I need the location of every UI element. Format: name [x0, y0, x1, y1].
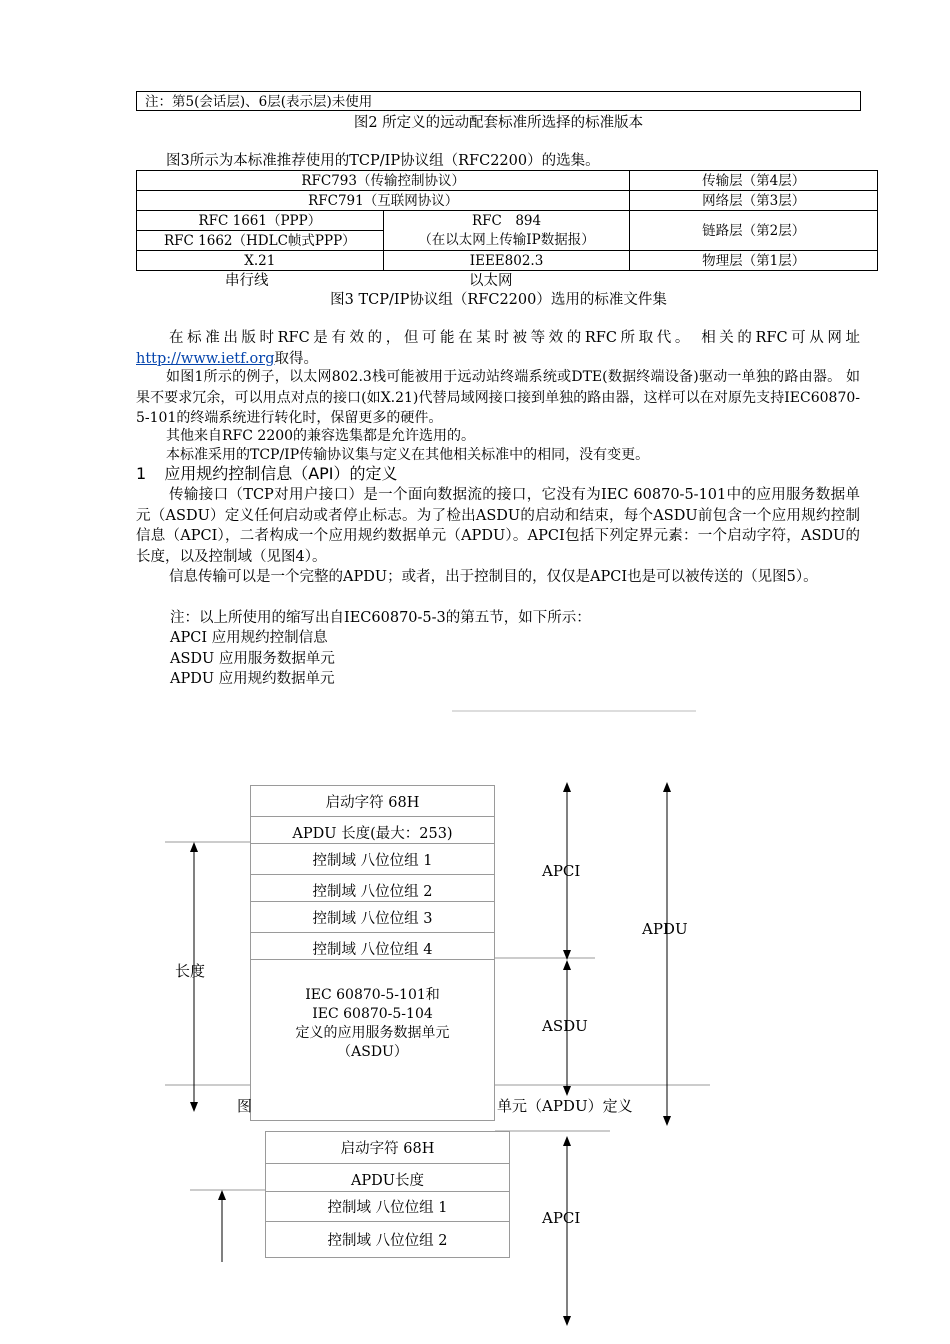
layer-note: 注：第5(会话层)、6层(表示层)未使用 — [145, 94, 373, 110]
section-heading — [136, 464, 398, 484]
ethernet-label: 以太网 — [469, 273, 513, 289]
asdu-line: （ASDU） — [337, 1044, 408, 1060]
fig5-apdu-length: APDU长度 — [265, 1163, 510, 1192]
body-paragraph-2: 信息传输可以是一个完整的APDU；或者，出于控制目的，仅仅是APCI也是可以被传送的（见图5）。 — [169, 569, 818, 585]
label-apdu: APDU — [642, 920, 688, 938]
asdu-line: 定义的应用服务数据单元 — [295, 1025, 450, 1041]
fig5-start-char: 启动字符 68H — [265, 1131, 510, 1164]
table-cell: 物理层（第1层） — [630, 251, 878, 271]
fig4-caption-left: 图 — [237, 1097, 253, 1115]
fig4-apdu-length: APDU 长度(最大：253) — [250, 816, 495, 844]
fig2-caption: 图2 所定义的远动配套标准所选择的标准版本 — [353, 115, 644, 131]
fig4-asdu-block — [250, 959, 495, 1121]
asdu-line: IEC 60870-5-104 — [312, 1006, 433, 1022]
table-cell: IEEE802.3 — [383, 251, 630, 271]
fig3-caption: 图3 TCP/IP协议组（RFC2200）选用的标准文件集 — [330, 292, 667, 308]
fig4-start-char: 启动字符 68H — [250, 785, 495, 817]
table-cell: 传输层（第4层） — [630, 171, 878, 191]
rfc894-desc: （在以太网上传输IP数据报） — [418, 231, 595, 248]
table-cell: 网络层（第3层） — [630, 191, 878, 211]
paragraph-rfc — [136, 328, 860, 369]
body-paragraph-1: 传输接口（TCP对用户接口）是一个面向数据流的接口，它没有为IEC 60870-5-101中的应用服务数据单元（ASDU）定义任何启动或者停止标志。为了检出ASDU的启动和结束，每个ASDU前包含一个应用规约控制信息（APCI），二者构成一个应用规约数据单元（APDU）。APCI包括下列定界元素：一个启动字符，ASDU的长度，以及控制域（见图4）。 — [136, 487, 860, 565]
fig4-caption-right: 单元（APDU）定义 — [497, 1097, 633, 1115]
table-row — [137, 251, 878, 271]
abbr-asdu: ASDU 应用服务数据单元 — [170, 651, 335, 667]
fig4-control-1: 控制域 八位位组 1 — [250, 843, 495, 875]
paragraph-example: 如图1所示的例子，以太网802.3栈可能被用于远动站终端系统或DTE(数据终端设备)驱动一单独的路由器。 如果不要求冗余，可以用点对点的接口(如X.21)代替局域网接口接到单独的路由器，这样可以在对原先支持IEC60870-5-101的终端系统进行转化时，保留更多的硬件。 — [136, 369, 860, 426]
label-apci: APCI — [542, 862, 581, 880]
fig4-control-4: 控制域 八位位组 4 — [250, 932, 495, 960]
abbr-apci: APCI 应用规约控制信息 — [170, 630, 328, 646]
ietf-link[interactable]: http://www.ietf.org — [136, 350, 275, 367]
section-title: 应用规约控制信息（API）的定义 — [164, 464, 398, 483]
table-cell: RFC 1662（HDLC帧式PPP） — [137, 231, 384, 251]
abbr-apdu: APDU 应用规约数据单元 — [170, 671, 335, 687]
fig5-label-apci: APCI — [542, 1209, 581, 1227]
serial-line-label: 串行线 — [225, 273, 269, 289]
table-cell: X.21 — [137, 251, 384, 271]
table-row — [137, 191, 878, 211]
fig5-control-1: 控制域 八位位组 1 — [265, 1191, 510, 1222]
table-cell: RFC791（互联网协议） — [137, 191, 630, 211]
label-length: 长度 — [175, 962, 206, 980]
fig3-intro: 图3所示为本标准推荐使用的TCP/IP协议组（RFC2200）的选集。 — [166, 153, 600, 169]
table-row — [137, 171, 878, 191]
paragraph-text: 在标准出版时RFC是有效的，但可能在某时被等效的RFC所取代。 相关的RFC可从网址 — [169, 330, 860, 346]
section-number: 1 — [136, 464, 147, 483]
label-asdu: ASDU — [542, 1017, 588, 1035]
abbr-note: 注：以上所使用的缩写出自IEC60870-5-3的第五节，如下所示： — [170, 610, 591, 626]
paragraph-same: 本标准采用的TCP/IP传输协议集与定义在其他相关标准中的相同，没有变更。 — [166, 447, 650, 463]
fig4-control-2: 控制域 八位位组 2 — [250, 874, 495, 902]
asdu-line: IEC 60870-5-101和 — [305, 987, 440, 1003]
layer-note-box — [136, 91, 861, 111]
table-cell-ethernet — [383, 211, 630, 251]
paragraph-compat: 其他来自RFC 2200的兼容选集都是允许选用的。 — [166, 428, 476, 444]
paragraph-text: 取得。 — [274, 350, 319, 367]
table-row — [137, 211, 878, 231]
table-cell: 链路层（第2层） — [630, 211, 878, 251]
table-cell: RFC 1661（PPP） — [137, 211, 384, 231]
rfc894-label: RFC 894 — [471, 212, 542, 229]
fig4-control-3: 控制域 八位位组 3 — [250, 901, 495, 933]
fig5-control-2: 控制域 八位位组 2 — [265, 1221, 510, 1258]
protocol-table — [136, 170, 878, 271]
table-cell: RFC793（传输控制协议） — [137, 171, 630, 191]
